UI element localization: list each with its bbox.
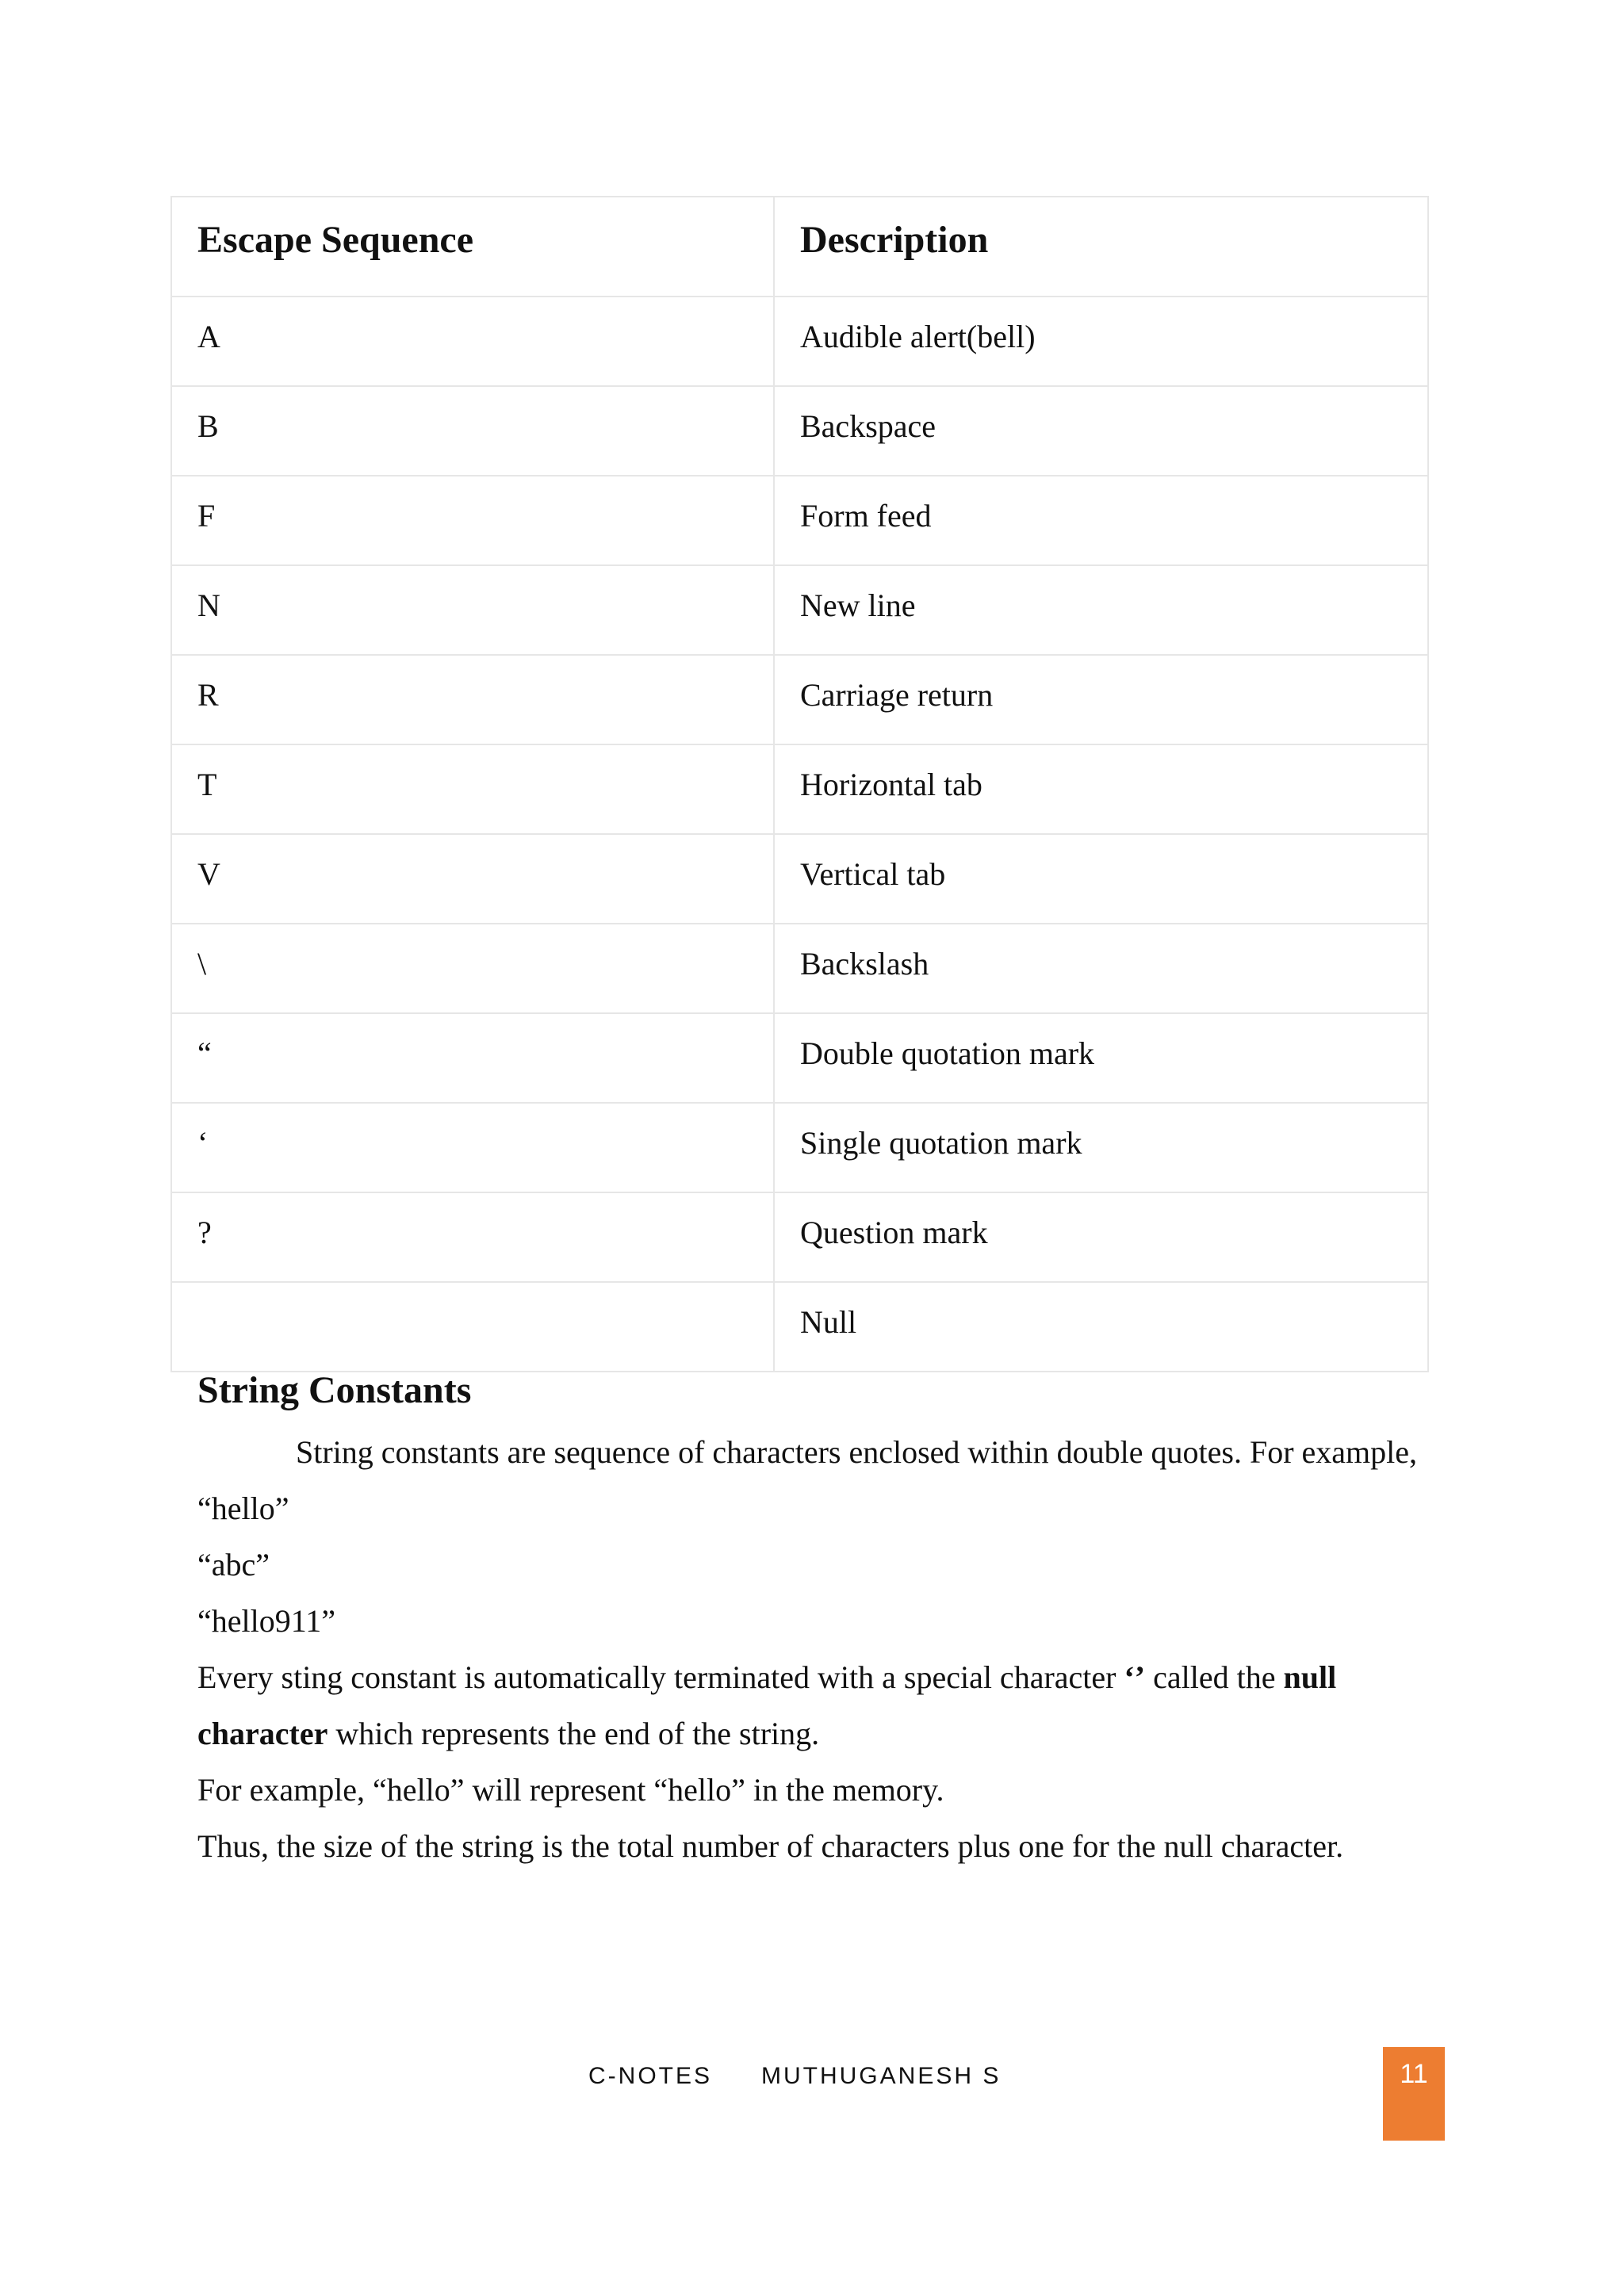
escape-sequence-cell: T xyxy=(171,744,774,834)
table-row xyxy=(171,924,1428,1013)
escape-sequence-cell: ? xyxy=(171,1192,774,1282)
column-header-description: Description xyxy=(774,197,1428,297)
description-cell: Audible alert(bell) xyxy=(774,297,1428,386)
description-cell: New line xyxy=(774,565,1428,655)
footer-author-label: MUTHUGANESH S xyxy=(761,2063,1002,2089)
intro-paragraph: String constants are sequence of characters enclosed within double quotes. For example, xyxy=(296,1434,1418,1470)
description-cell: Backspace xyxy=(774,386,1428,476)
escape-sequence-cell: \ xyxy=(171,924,774,1013)
description-cell: Horizontal tab xyxy=(774,744,1428,834)
table-row xyxy=(171,565,1428,655)
table-row xyxy=(171,655,1428,744)
sentence-text: called the xyxy=(1145,1659,1284,1695)
example-string: “hello911” xyxy=(197,1603,336,1639)
description-cell: Null xyxy=(774,1282,1428,1372)
page-number-badge: 11 xyxy=(1383,2047,1445,2141)
description-cell: Question mark xyxy=(774,1192,1428,1282)
escape-sequence-cell: N xyxy=(171,565,774,655)
string-constants-section xyxy=(197,1365,1423,1874)
memory-example-sentence: For example, “hello” will represent “hello” in the memory. xyxy=(197,1772,944,1808)
section-heading: String Constants xyxy=(197,1369,472,1411)
footer-course-label: C-NOTES xyxy=(588,2063,712,2089)
escape-sequence-cell: R xyxy=(171,655,774,744)
escape-sequence-table xyxy=(170,196,1429,1372)
table-row xyxy=(171,476,1428,565)
escape-sequence-cell: V xyxy=(171,834,774,924)
null-terminator-paragraph xyxy=(197,1649,1423,1762)
escape-sequence-cell: “ xyxy=(171,1013,774,1103)
null-symbol: ‘’ xyxy=(1124,1659,1146,1695)
table-header-row xyxy=(171,197,1428,297)
description-cell: Double quotation mark xyxy=(774,1013,1428,1103)
footer-title xyxy=(588,2059,1001,2094)
escape-sequence-cell: B xyxy=(171,386,774,476)
description-cell: Vertical tab xyxy=(774,834,1428,924)
escape-sequence-cell: F xyxy=(171,476,774,565)
table-row xyxy=(171,1192,1428,1282)
table-row xyxy=(171,1103,1428,1192)
example-string: “abc” xyxy=(197,1547,270,1582)
description-cell: Backslash xyxy=(774,924,1428,1013)
escape-sequence-cell xyxy=(171,1282,774,1372)
table-row xyxy=(171,297,1428,386)
escape-sequence-cell: A xyxy=(171,297,774,386)
description-cell: Single quotation mark xyxy=(774,1103,1428,1192)
table-row xyxy=(171,744,1428,834)
sentence-text: which represents the end of the string. xyxy=(327,1716,820,1751)
description-cell: Carriage return xyxy=(774,655,1428,744)
table-row xyxy=(171,1013,1428,1103)
escape-sequence-cell: ‘ xyxy=(171,1103,774,1192)
column-header-escape-sequence: Escape Sequence xyxy=(171,197,774,297)
table-row xyxy=(171,834,1428,924)
string-size-sentence: Thus, the size of the string is the total number of characters plus one for the null character. xyxy=(197,1828,1344,1864)
sentence-text: Every sting constant is automatically terminated with a special character xyxy=(197,1659,1124,1695)
table-row xyxy=(171,386,1428,476)
page-footer xyxy=(0,2059,1624,2099)
description-cell: Form feed xyxy=(774,476,1428,565)
table-row xyxy=(171,1282,1428,1372)
example-string: “hello” xyxy=(197,1490,289,1526)
null-character-term: null character xyxy=(197,1659,1337,1751)
